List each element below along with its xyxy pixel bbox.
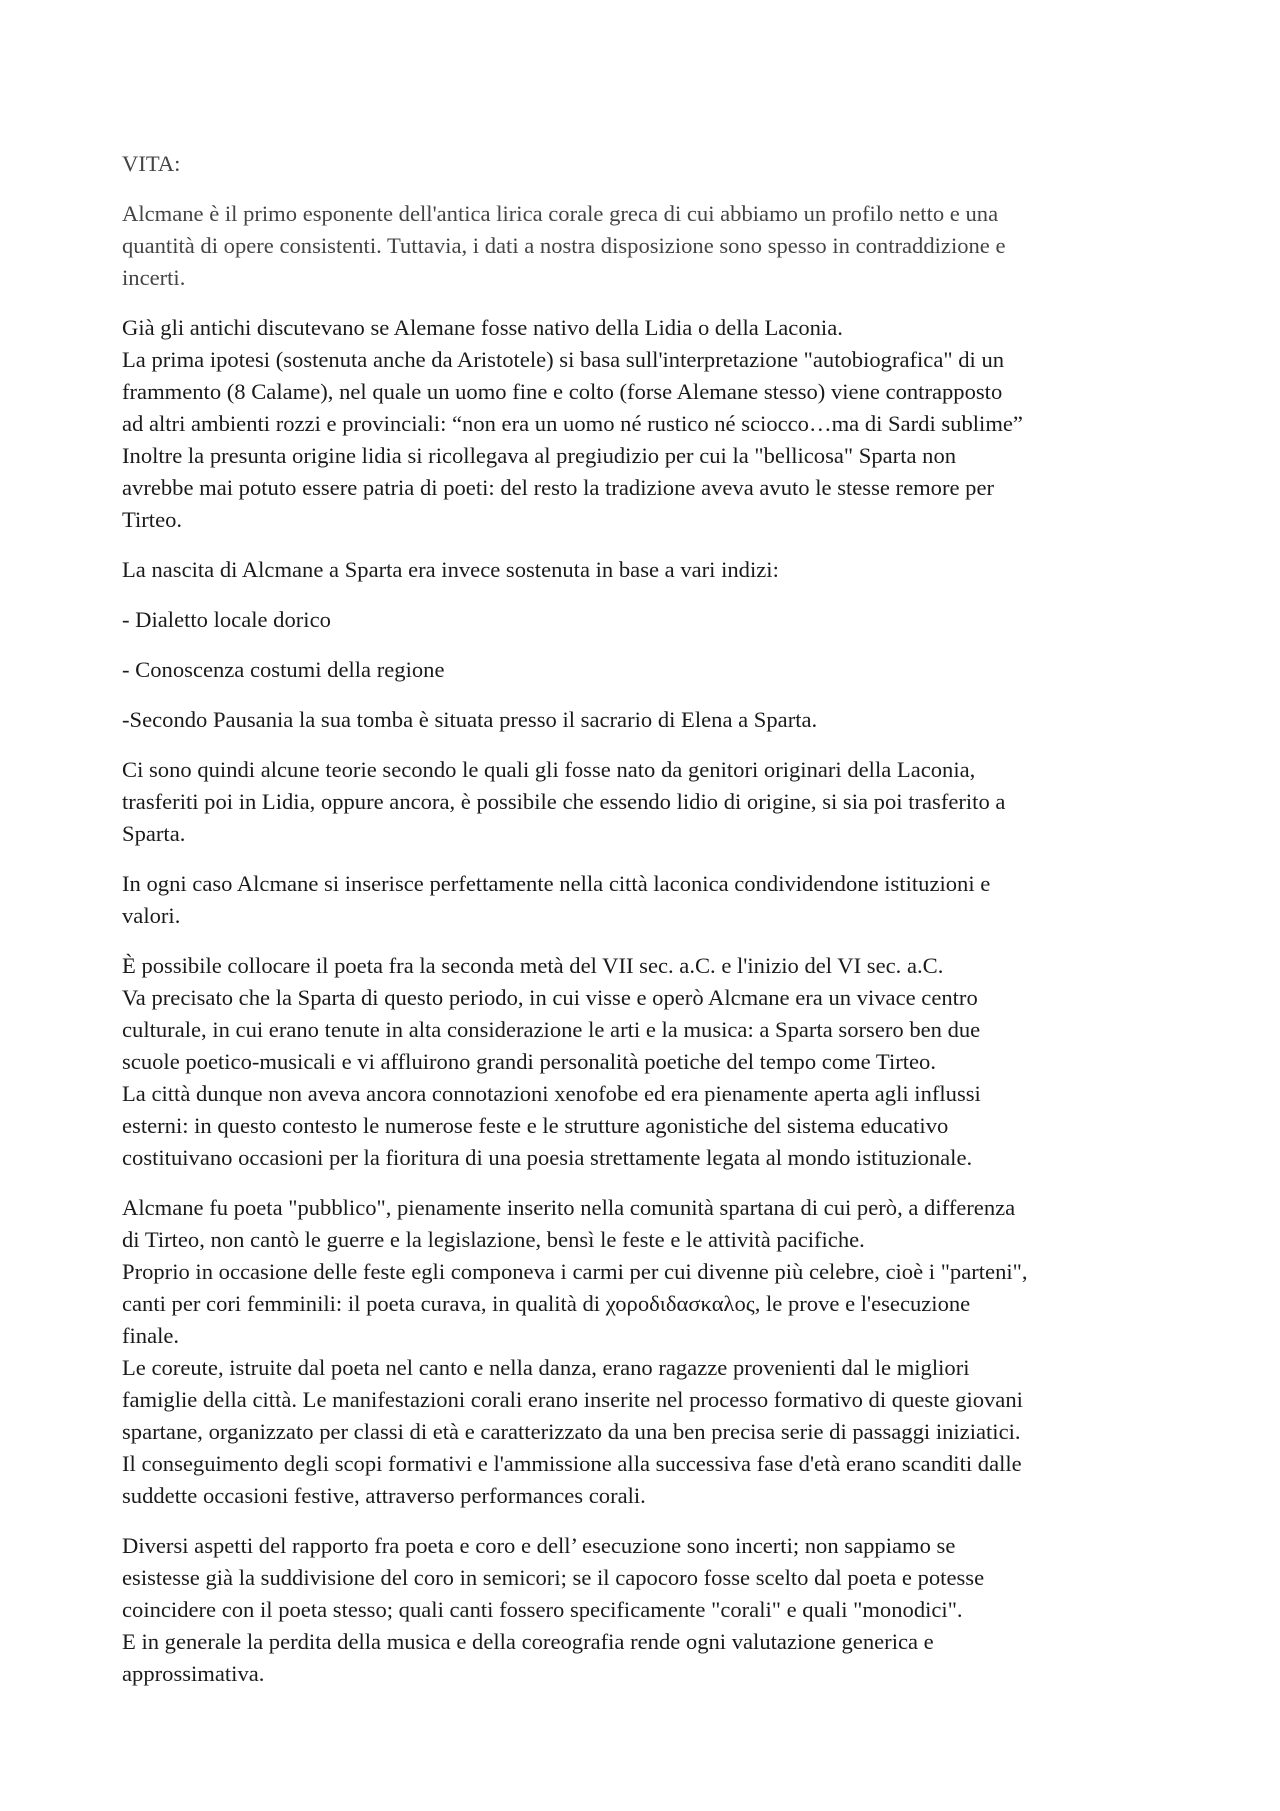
paragraph-origin-debate xyxy=(122,312,1162,536)
text-line: spartane, organizzato per classi di età e caratterizzato da una ben precisa serie di passaggi iniziatici. xyxy=(122,1419,1021,1444)
document-page xyxy=(122,148,1162,1708)
text-line: Va precisato che la Sparta di questo periodo, in cui visse e operò Alcmane era un vivace centro xyxy=(122,985,978,1010)
text-line: Proprio in occasione delle feste egli componeva i carmi per cui divenne più celebre, cioè i "parteni", xyxy=(122,1259,1028,1284)
text-line: Sparta. xyxy=(122,821,186,846)
text-line: suddette occasioni festive, attraverso performances corali. xyxy=(122,1483,646,1508)
section-heading: VITA: xyxy=(122,151,181,176)
text-line: culturale, in cui erano tenute in alta considerazione le arti e la musica: a Sparta sorsero ben due xyxy=(122,1017,981,1042)
text-line: Inoltre la presunta origine lidia si ricollegava al pregiudizio per cui la "bellicosa" Sparta non xyxy=(122,443,957,468)
text-line: costituivano occasioni per la fioritura di una poesia strettamente legata al mondo istituzionale. xyxy=(122,1145,973,1170)
text-line: Diversi aspetti del rapporto fra poeta e coro e dell’ esecuzione sono incerti; non sappiamo se xyxy=(122,1533,956,1558)
text-line: di Tirteo, non cantò le guerre e la legislazione, bensì le feste e le attività pacifiche. xyxy=(122,1227,865,1252)
text-line: - Dialetto locale dorico xyxy=(122,607,331,632)
text-line: valori. xyxy=(122,903,181,928)
paragraph-theories xyxy=(122,754,1162,850)
paragraph-public-poet xyxy=(122,1192,1162,1512)
text-line: In ogni caso Alcmane si inserisce perfettamente nella città laconica condividendone istituzioni e xyxy=(122,871,991,896)
text-line: famiglie della città. Le manifestazioni corali erano inserite nel processo formativo di queste giovani xyxy=(122,1387,1023,1412)
list-item-customs xyxy=(122,654,1162,686)
text-line: La città dunque non aveva ancora connotazioni xenofobe ed era pienamente aperta agli influssi xyxy=(122,1081,981,1106)
text-line: finale. xyxy=(122,1323,180,1348)
text-line: È possibile collocare il poeta fra la seconda metà del VII sec. a.C. e l'inizio del VI sec. a.C. xyxy=(122,953,944,978)
text-line: scuole poetico-musicali e vi affluirono grandi personalità poetiche del tempo come Tirteo. xyxy=(122,1049,936,1074)
text-line: coincidere con il poeta stesso; quali canti fossero specificamente "corali" e quali "monodici". xyxy=(122,1597,963,1622)
text-line: ad altri ambienti rozzi e provinciali: “non era un uomo né rustico né sciocco…ma di Sardi sublime” xyxy=(122,411,1023,436)
text-line: La nascita di Alcmane a Sparta era invece sostenuta in base a vari indizi: xyxy=(122,557,779,582)
paragraph-dating xyxy=(122,950,1162,1174)
text-line: - Conoscenza costumi della regione xyxy=(122,657,445,682)
text-line: Già gli antichi discutevano se Alemane fosse nativo della Lidia o della Laconia. xyxy=(122,315,843,340)
paragraph-intro xyxy=(122,198,1162,294)
text-line: Alcmane fu poeta "pubblico", pienamente inserito nella comunità spartana di cui però, a differenza xyxy=(122,1195,1016,1220)
text-line: frammento (8 Calame), nel quale un uomo fine e colto (forse Alemane stesso) viene contrapposto xyxy=(122,379,1003,404)
text-line: Tirteo. xyxy=(122,507,183,532)
paragraph-sparta-birth xyxy=(122,554,1162,586)
text-line: trasferiti poi in Lidia, oppure ancora, è possibile che essendo lidio di origine, si sia poi trasferito a xyxy=(122,789,1006,814)
text-line: E in generale la perdita della musica e della coreografia rende ogni valutazione generica e xyxy=(122,1629,934,1654)
text-line: -Secondo Pausania la sua tomba è situata presso il sacrario di Elena a Sparta. xyxy=(122,707,818,732)
paragraph-uncertainties xyxy=(122,1530,1162,1690)
text-line: avrebbe mai potuto essere patria di poeti: del resto la tradizione aveva avuto le stesse remore per xyxy=(122,475,995,500)
text-line: quantità di opere consistenti. Tuttavia, i dati a nostra disposizione sono spesso in contraddizione e xyxy=(122,233,1006,258)
list-item-pausania xyxy=(122,704,1162,736)
text-line: canti per cori femminili: il poeta curava, in qualità di χοροδιδασκαλος, le prove e l'esecuzione xyxy=(122,1291,971,1316)
text-line: esterni: in questo contesto le numerose feste e le strutture agonistiche del sistema educativo xyxy=(122,1113,949,1138)
list-item-dialect xyxy=(122,604,1162,636)
text-line: esistesse già la suddivisione del coro in semicori; se il capocoro fosse scelto dal poeta e potesse xyxy=(122,1565,985,1590)
text-line: La prima ipotesi (sostenuta anche da Aristotele) si basa sull'interpretazione "autobiografica" di un xyxy=(122,347,1005,372)
text-line: Ci sono quindi alcune teorie secondo le quali gli fosse nato da genitori originari della Laconia, xyxy=(122,757,976,782)
text-line: Alcmane è il primo esponente dell'antica lirica corale greca di cui abbiamo un profilo netto e una xyxy=(122,201,999,226)
text-line: Il conseguimento degli scopi formativi e l'ammissione alla successiva fase d'età erano scanditi dalle xyxy=(122,1451,1022,1476)
paragraph-integration xyxy=(122,868,1162,932)
text-line: Le coreute, istruite dal poeta nel canto e nella danza, erano ragazze provenienti dal le migliori xyxy=(122,1355,970,1380)
text-line: incerti. xyxy=(122,265,186,290)
text-line: approssimativa. xyxy=(122,1661,265,1686)
